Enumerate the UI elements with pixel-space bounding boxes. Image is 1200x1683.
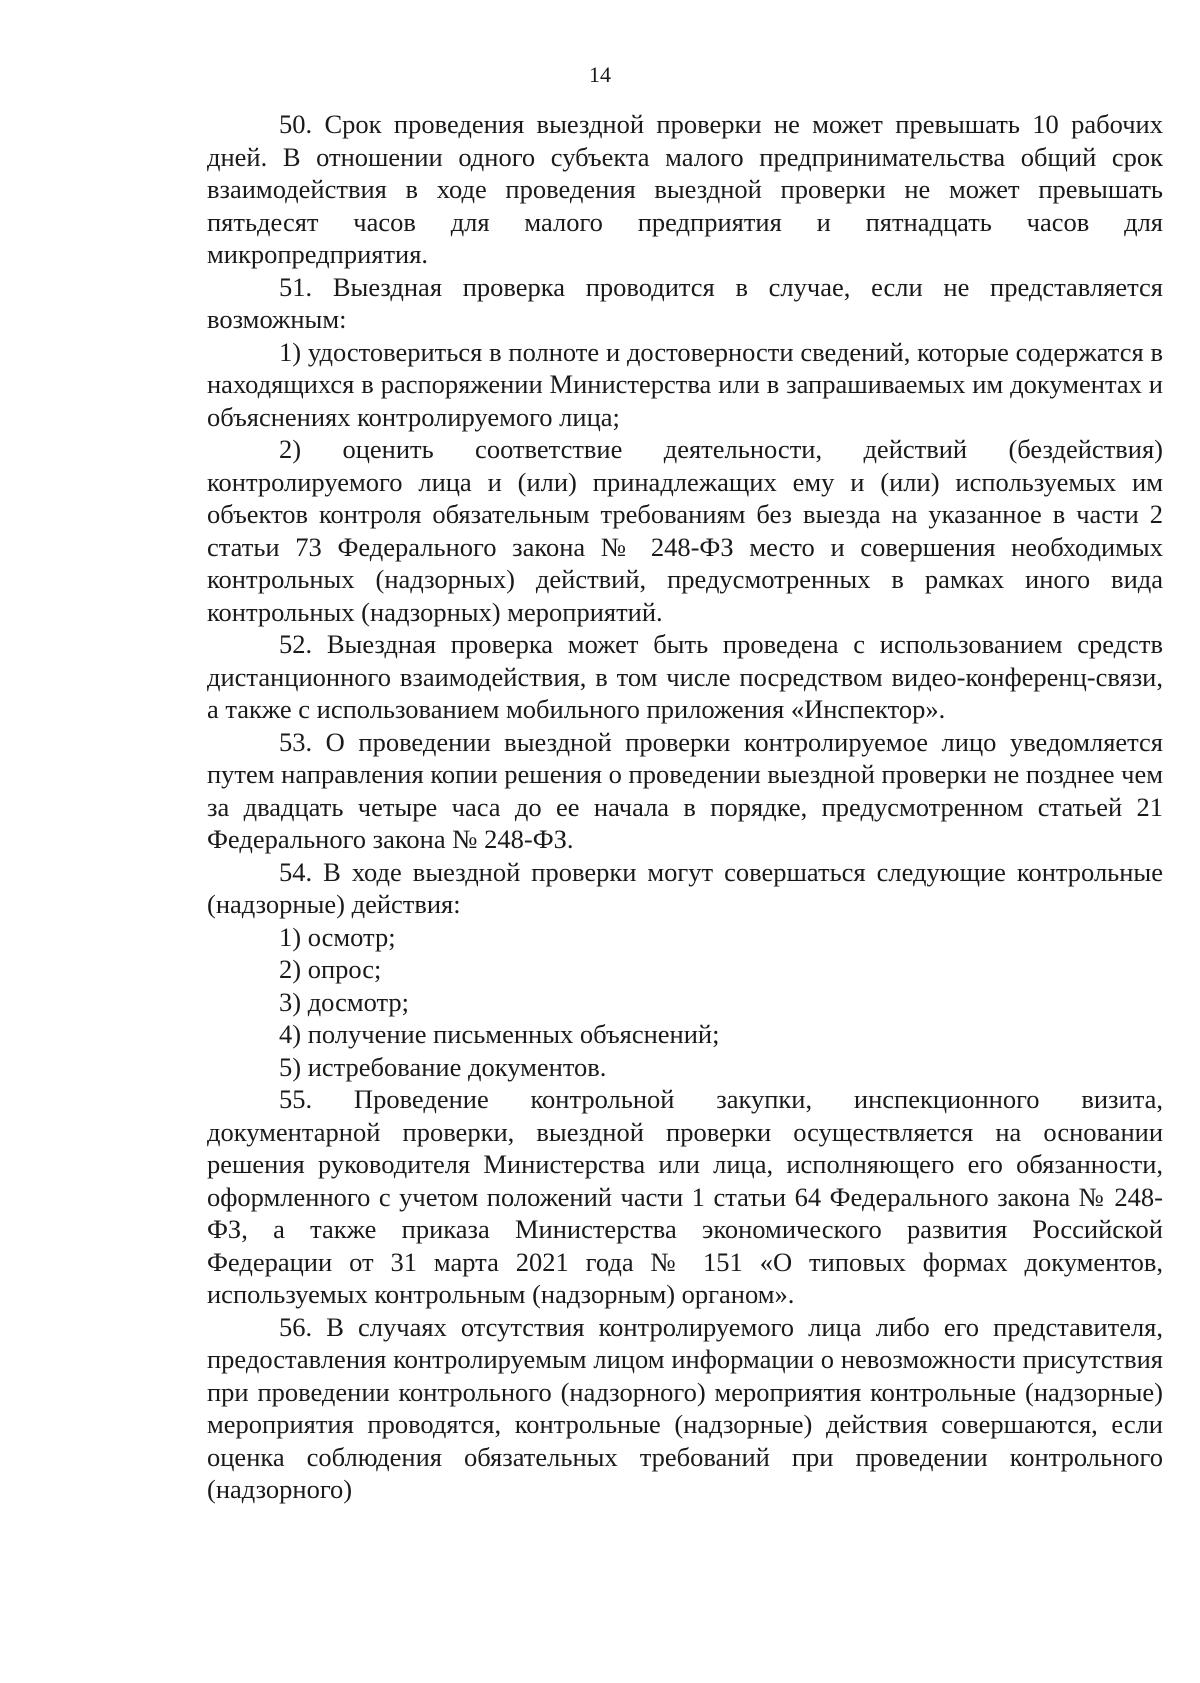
paragraph-52: 52. Выездная проверка может быть проведена с использованием средств дистанционного взаимодействия, в том числе посредством видео-конференц-связи, а также с использованием мобильного приложения «Инспектор». [207,629,1163,724]
paragraph-51-item-1: 1) удостовериться в полноте и достоверности сведений, которые содержатся в находящихся в распоряжении Министерства или в запрашиваемых им документах и объяснениях контролируемого лица; [207,336,1163,432]
paragraph-55: 55. Проведение контрольной закупки, инспекционного визита, документарной проверки, выездной проверки осуществляется на основании решения руководителя Министерства или лица, исполняющего его обязанности, оформленного с учетом положений части 1 статьи 64 Федерального закона № 248-ФЗ, а также приказа Министерства экономического развития Российской Федерации от 31 марта 2021 года № 151 «О типовых формах документов, используемых контрольным (надзорным) органом». [207,1084,1163,1309]
paragraph-56: 56. В случаях отсутствия контролируемого лица либо его представителя, предоставления контролируемым лицом информации о невозможности присутствия при проведении контрольного (надзорного) мероприятия контрольные (надзорные) мероприятия проводятся, контрольные (надзорные) действия совершаются, если оценка соблюдения обязательных требований при проведении контрольного (надзорного) [207,1311,1163,1504]
paragraph-54-item-1: 1) осмотр; [279,921,396,952]
document-body [207,108,1163,1506]
page-number: 14 [589,62,611,87]
paragraph-53: 53. О проведении выездной проверки контролируемое лицо уведомляется путем направления копии решения о проведении выездной проверки не позднее чем за двадцать четыре часа до ее начала в порядке, предусмотренном статьей 21 Федерального закона № 248-ФЗ. [207,726,1163,854]
paragraph-54-item-3: 3) досмотр; [279,986,410,1017]
paragraph-54-item-4: 4) получение письменных объяснений; [279,1019,720,1049]
paragraph-50: 50. Срок проведения выездной проверки не может превышать 10 рабочих дней. В отношении одного субъекта малого предпринимательства общий срок взаимодействия в ходе проведения выездной проверки не может превышать пятьдесят часов для малого предприятия и пятнадцать часов для микропредприятия. [207,109,1163,269]
paragraph-51: 51. Выездная проверка проводится в случае, если не представляется возможным: [207,271,1163,334]
paragraph-54-item-5: 5) истребование документов. [279,1051,607,1082]
paragraph-54: 54. В ходе выездной проверки могут совершаться следующие контрольные (надзорные) действия: [207,856,1163,919]
paragraph-54-item-2: 2) опрос; [279,954,382,984]
paragraph-51-item-2: 2) оценить соответствие деятельности, действий (бездействия) контролируемого лица и (или) принадлежащих ему и (или) используемых им объектов контроля обязательным требованиям без выезда на указанное в части 2 статьи 73 Федерального закона № 248-ФЗ место и совершения необходимых контрольных (надзорных) действий, предусмотренных в рамках иного вида контрольных (надзорных) мероприятий. [207,434,1163,627]
